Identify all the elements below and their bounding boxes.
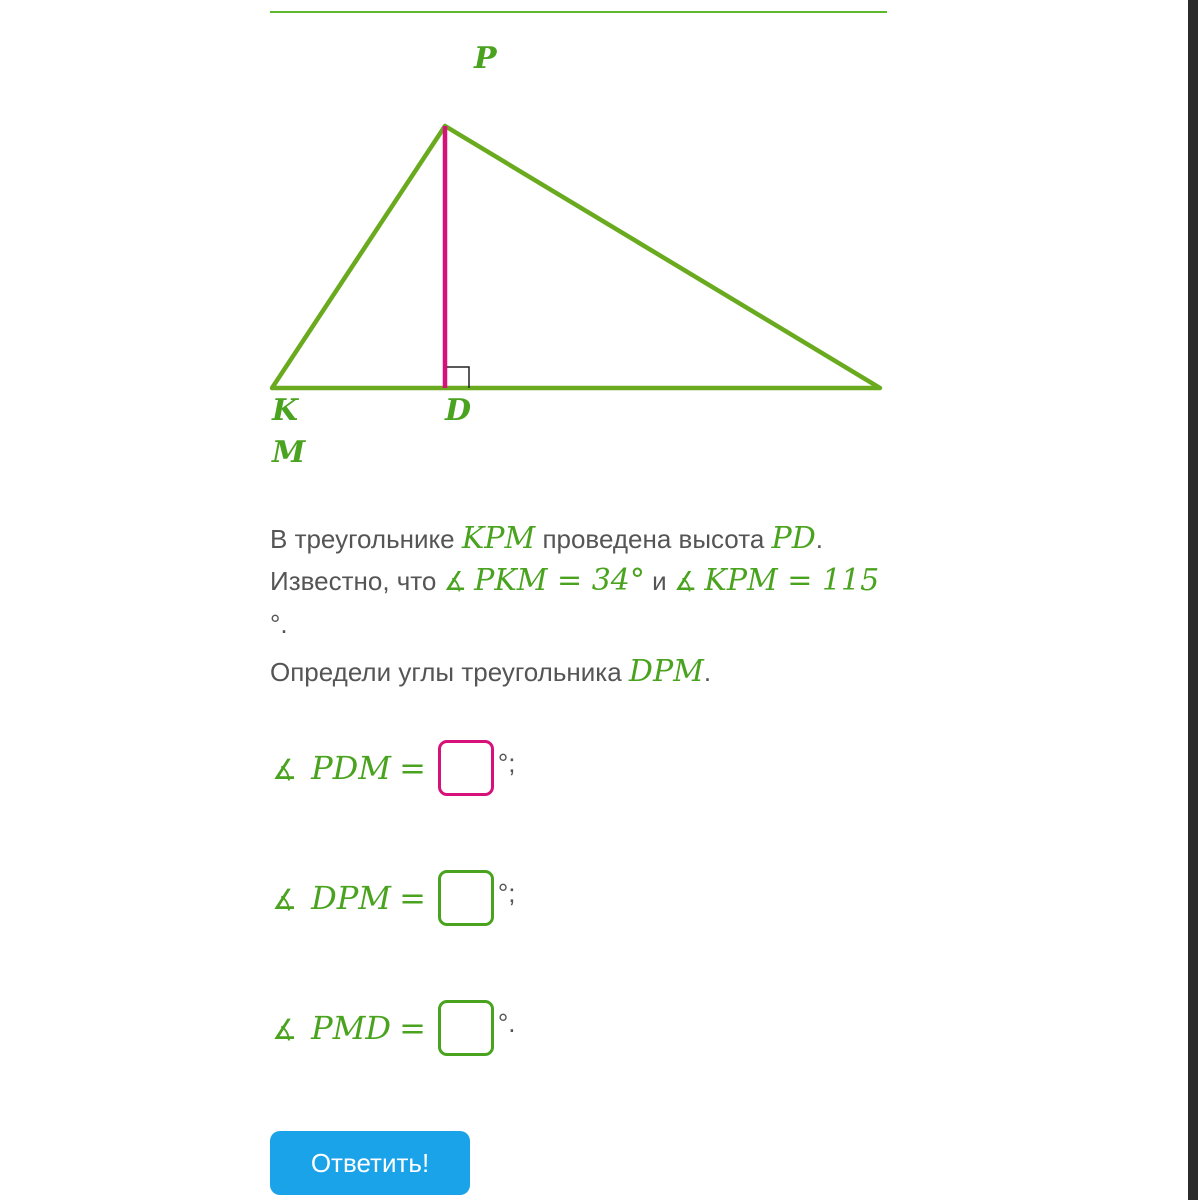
altitude-name: PD (771, 521, 816, 556)
answer-input-pmd[interactable] (438, 1000, 494, 1056)
vertex-label-k: K (272, 393, 299, 428)
angle-icon: ∡ (673, 567, 698, 597)
degree-unit: °. (497, 1007, 516, 1038)
degree-overflow: °. (270, 609, 288, 639)
punctuation: . (815, 524, 823, 554)
angle-icon: ∡ (272, 883, 298, 916)
problem-text: и (652, 566, 667, 596)
problem-text: проведена высота (542, 524, 765, 554)
vertex-label-m: M (272, 435, 306, 470)
vertex-label-p: P (474, 41, 497, 76)
equals-sign: = (399, 749, 426, 787)
answer-row-dpm (272, 866, 516, 930)
angle-name: PDM (311, 749, 392, 787)
triangle-kpm (272, 126, 880, 388)
question-triangle: DPM (628, 654, 704, 689)
angle-icon: ∡ (272, 1013, 298, 1046)
problem-text: В треугольнике (270, 524, 455, 554)
answer-angle-label (272, 1009, 391, 1047)
given-angle-kpm: KPM = 115 (704, 563, 880, 598)
answer-input-dpm[interactable] (438, 870, 494, 926)
angle-name: PMD (311, 1009, 392, 1047)
problem-statement (270, 518, 910, 693)
degree-unit: °; (497, 877, 516, 908)
answer-angle-label (272, 879, 391, 917)
question-line (270, 651, 910, 693)
angle-name: DPM (311, 879, 392, 917)
angle-icon: ∡ (272, 753, 298, 786)
angle-icon: ∡ (443, 567, 467, 597)
question-text: Определи углы треугольника (270, 657, 622, 687)
right-angle-mark (447, 367, 469, 388)
submit-answer-button[interactable]: Ответить! (270, 1131, 470, 1195)
problem-line-3 (270, 603, 910, 645)
equals-sign: = (399, 879, 426, 917)
problem-text: Известно, что (270, 566, 437, 596)
punctuation: . (703, 657, 712, 687)
answer-row-pdm (272, 736, 516, 800)
answer-input-pdm[interactable] (438, 740, 494, 796)
equals-sign: = (399, 1009, 426, 1047)
answer-row-pmd (272, 996, 516, 1060)
problem-line-1 (270, 518, 910, 560)
degree-unit: °; (497, 747, 516, 778)
triangle-name: KPM (461, 521, 536, 556)
problem-line-2 (270, 560, 915, 603)
answer-angle-label (272, 749, 391, 787)
triangle-figure (0, 0, 1198, 480)
vertex-label-d: D (445, 393, 472, 428)
given-angle-pkm: PKM = 34° (474, 563, 645, 598)
